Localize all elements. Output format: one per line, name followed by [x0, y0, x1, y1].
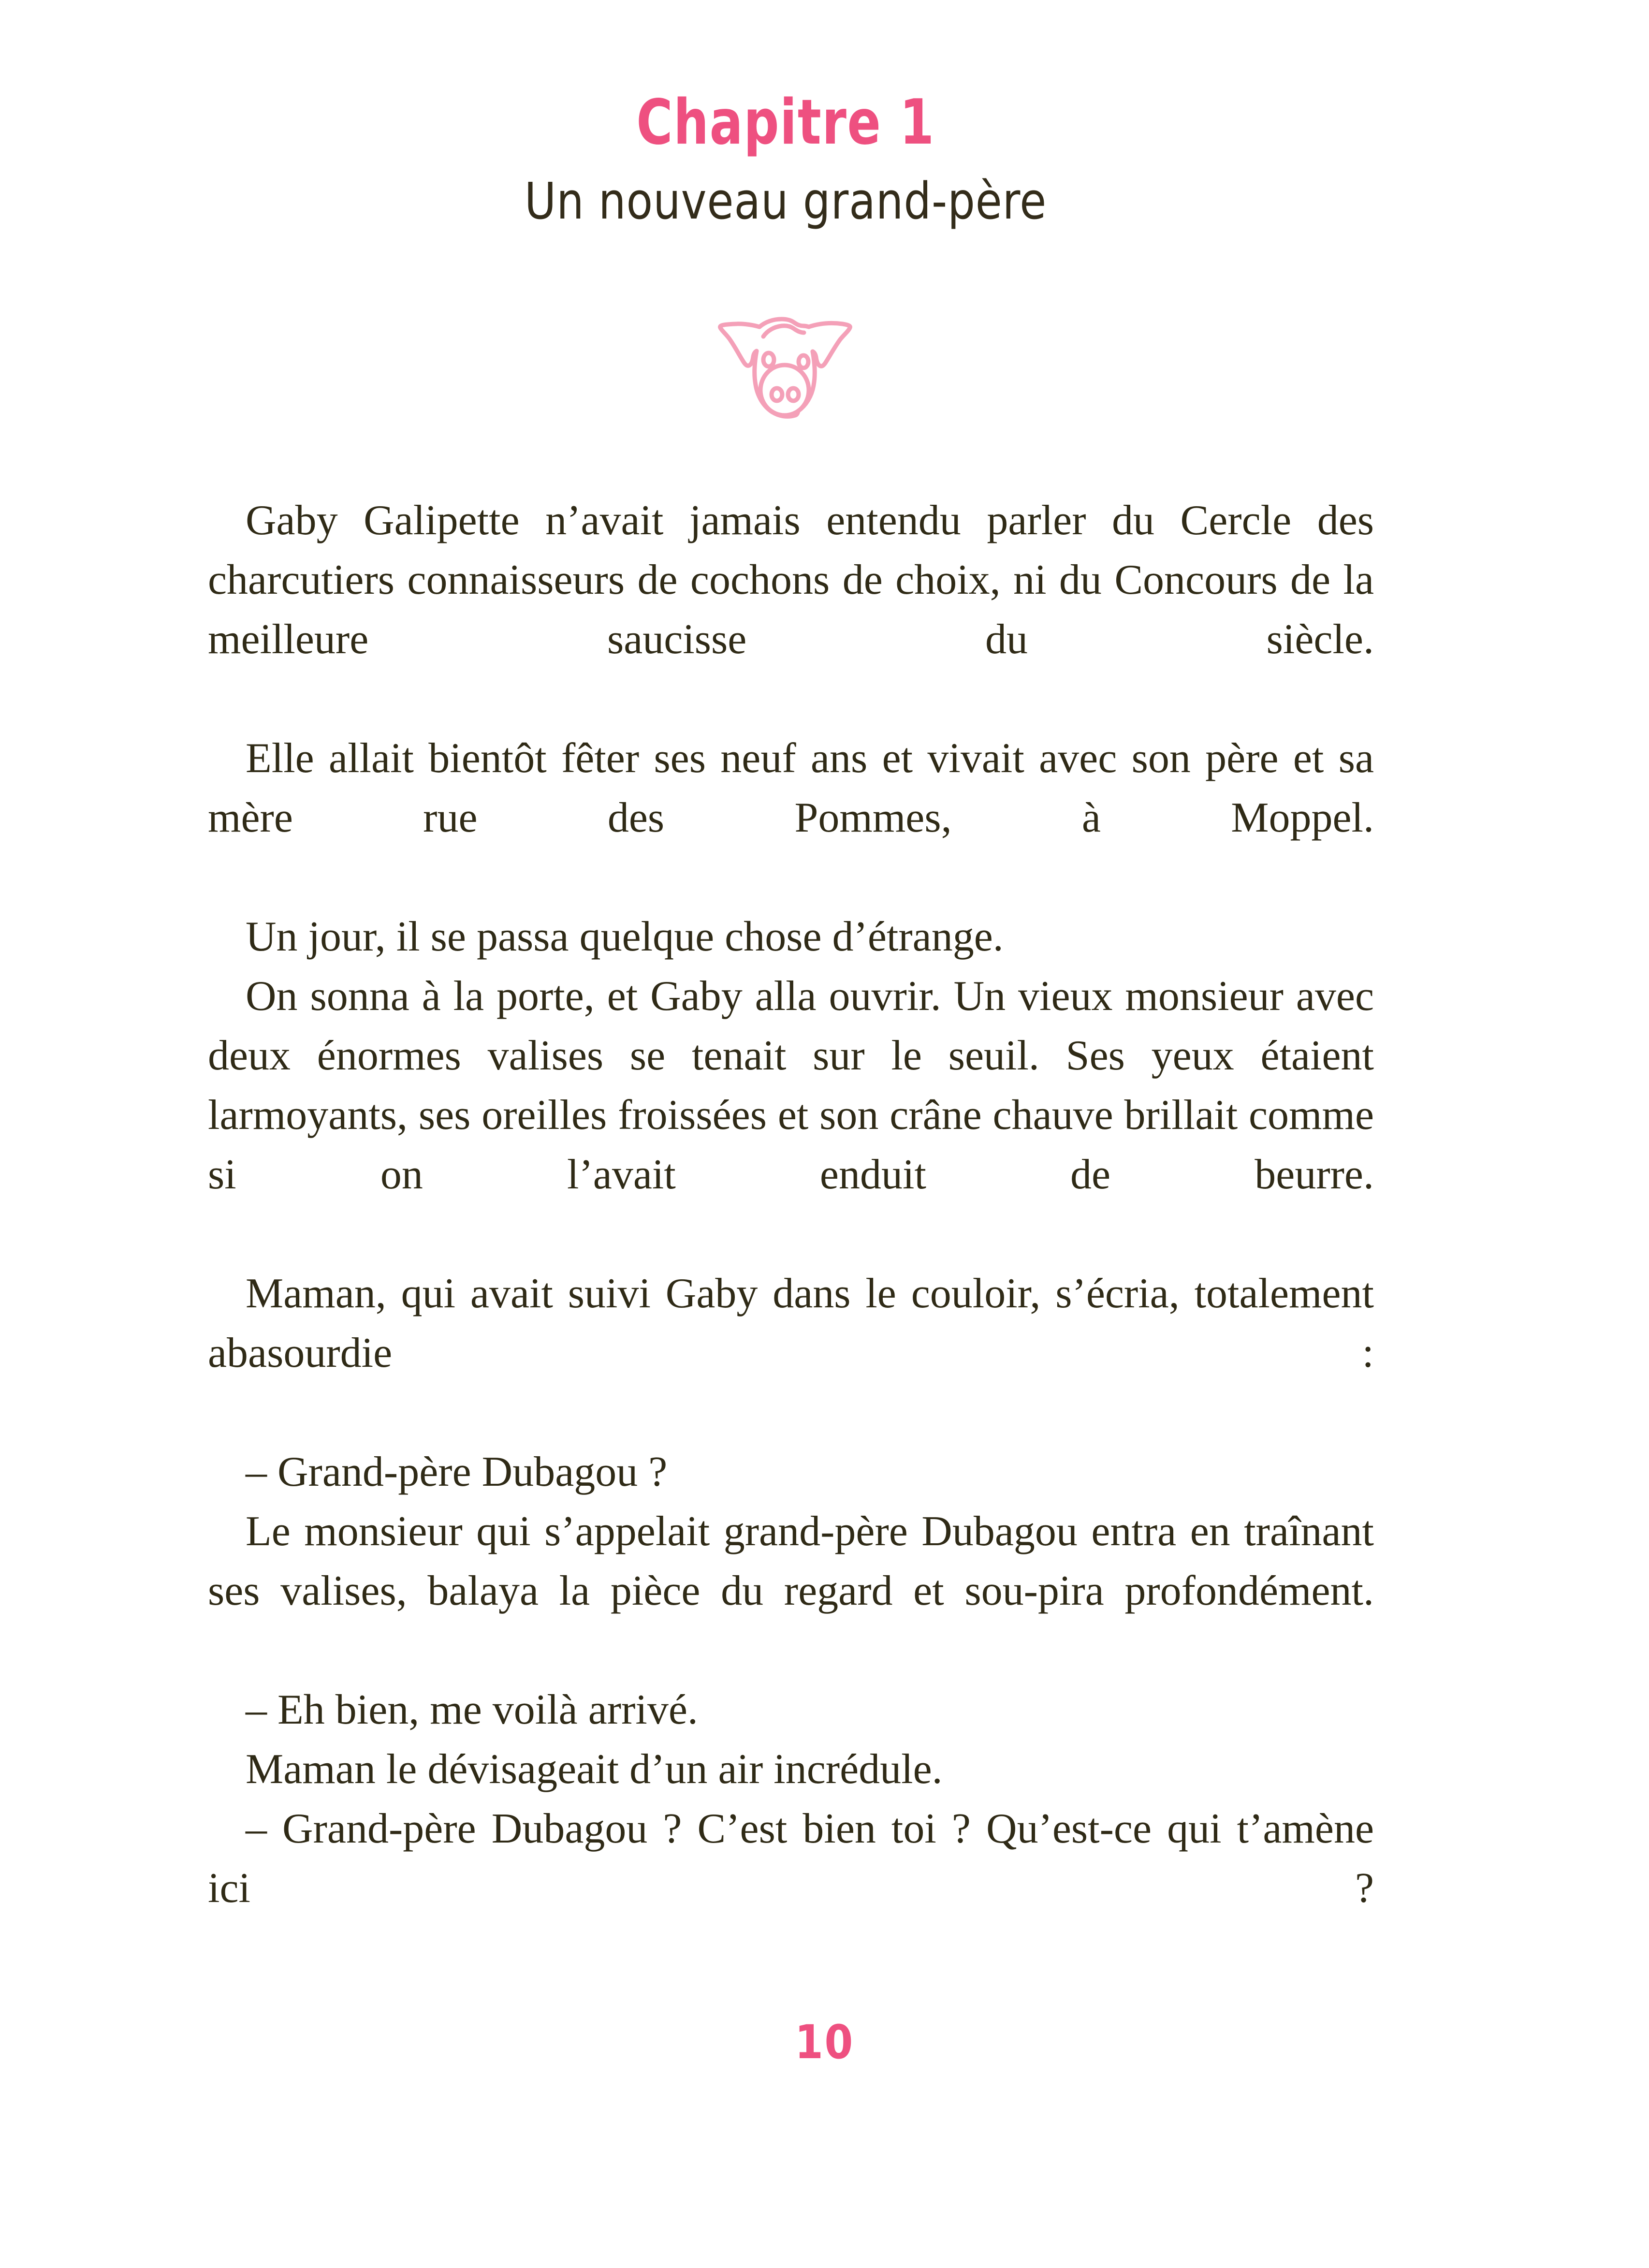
- paragraph-dialogue: – Grand-père Dubagou ? C’est bien toi ? Qu’est-ce qui t’amène ici ?: [208, 1805, 1374, 1912]
- paragraph: Un jour, il se passa quelque chose d’étrange.: [246, 913, 1004, 960]
- paragraph: On sonna à la porte, et Gaby alla ouvrir. Un vieux monsieur avec deux énormes valises se tenait sur le seuil. Ses yeux étaient larmoyants, ses oreilles froissées et son crâne chauve brillait comme si on l’avait enduit de beurre.: [208, 973, 1374, 1198]
- chapter-header: [0, 87, 1571, 231]
- paragraph: Maman le dévisageait d’un air incrédule.: [246, 1746, 943, 1793]
- chapter-subtitle: Un nouveau grand-père: [524, 172, 1047, 231]
- pig-head-icon: [713, 429, 858, 437]
- paragraph: Le monsieur qui s’appelait grand-père Dubagou entra en traînant ses valises, balaya la pièce du regard et sou-pira profondément.: [208, 1508, 1374, 1614]
- chapter-title: Chapitre 1: [636, 87, 935, 159]
- paragraph: Elle allait bientôt fêter ses neuf ans et vivait avec son père et sa mère rue des Pommes, à Moppel.: [208, 735, 1374, 841]
- paragraph-dialogue: – Grand-père Dubagou ?: [246, 1449, 668, 1495]
- paragraph-dialogue: – Eh bien, me voilà arrivé.: [246, 1686, 698, 1733]
- chapter-ornament: [0, 309, 1571, 438]
- chapter-body: [208, 491, 1374, 1977]
- paragraph: Maman, qui avait suivi Gaby dans le couloir, s’écria, totalement abasourdie :: [208, 1270, 1374, 1376]
- page-number: 10: [795, 2015, 854, 2069]
- paragraph: Gaby Galipette n’avait jamais entendu parler du Cercle des charcutiers connaisseurs de cochons de choix, ni du Concours de la meilleure saucisse du siècle.: [208, 497, 1374, 663]
